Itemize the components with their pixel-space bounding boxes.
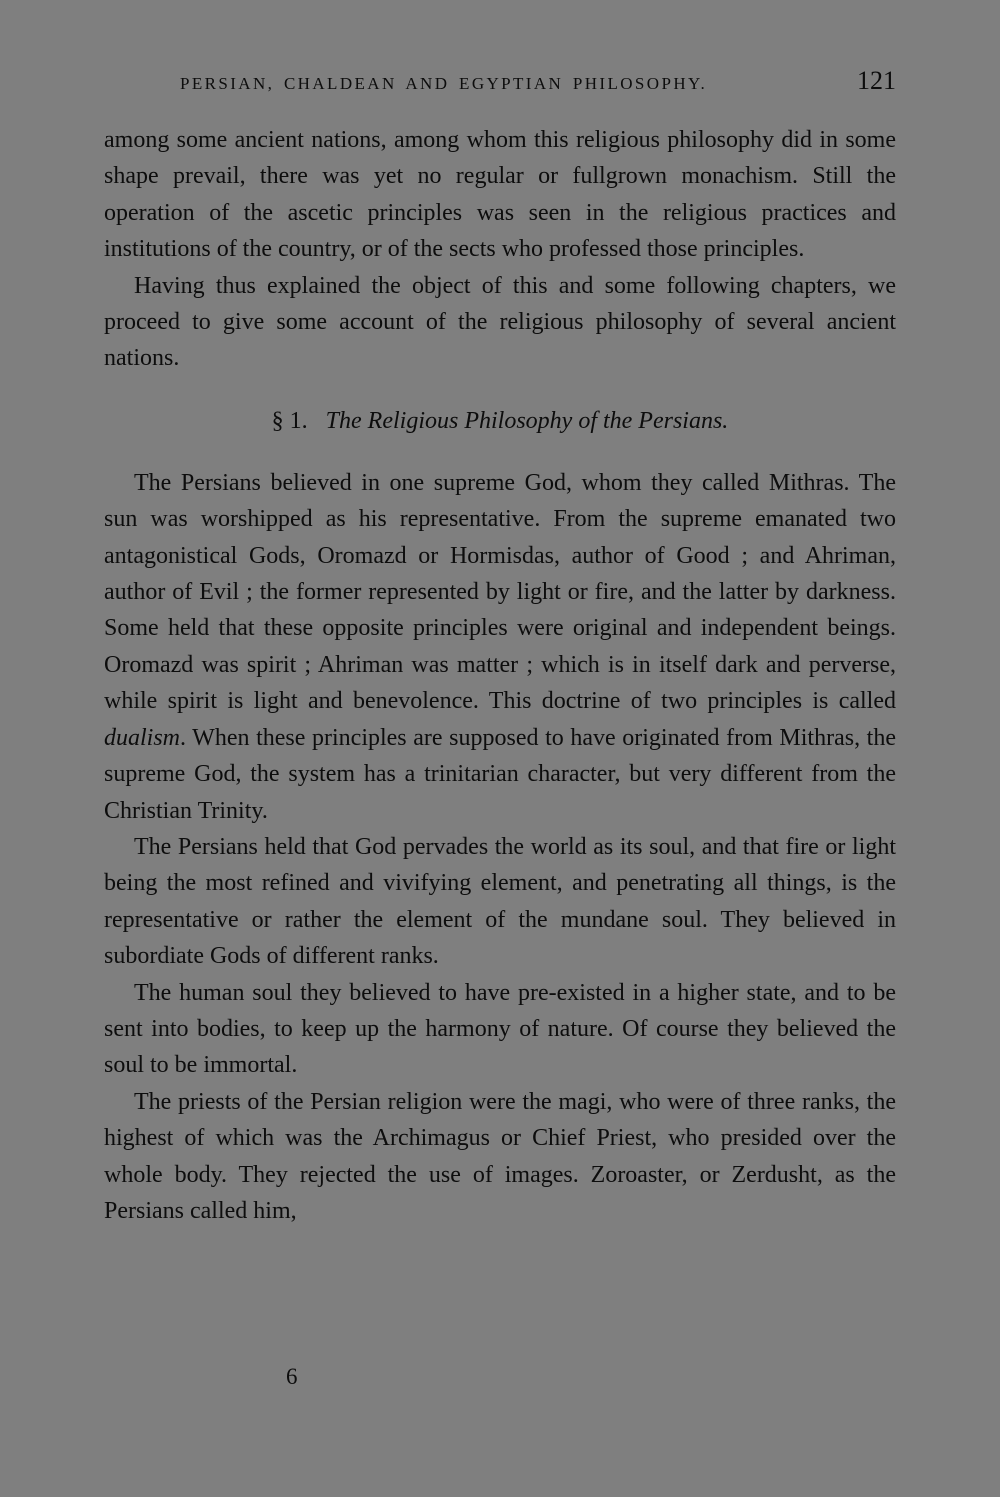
paragraph-human-soul: The human soul they believed to have pre-existed in a higher state, and to be sent into bodies, to keep up the harmony of nature. Of course they believed the soul to be immortal. bbox=[104, 979, 896, 1079]
signature-mark: 6 bbox=[286, 1364, 298, 1389]
paragraph-continued: among some ancient nations, among whom this religious philosophy did in some shape prevail, there was yet no regular or fullgrown monachism. Still the operation of the ascetic principles was seen in the religious practices and institutions of the country, or of the sects who professed those principles. bbox=[104, 127, 896, 263]
paragraph-persian-gods-text-after: . When these principles are supposed to have originated from Mithras, the supreme God, the system has a trinitarian character, but very different from the Christian Trinity. bbox=[104, 724, 896, 824]
dualism-emphasis: dualism bbox=[104, 724, 181, 751]
paragraph-world-soul: The Persians held that God pervades the world as its soul, and that fire or light being the most refined and vivifying element, and penetrating all things, is the representative or rather the element of the mundane soul. They believed in subordiate Gods of different ranks. bbox=[104, 833, 896, 970]
paragraph-persian-gods-text: The Persians believed in one supreme God, whom they called Mithras. The sun was worshipped as his representative. From the supreme emanated two antagonistical Gods, Oromazd or Hormisdas, author of Good ; and Ahriman, author of Evil ; the former represented by light or fire, and the latter by darkness. Some held that these opposite principles were original and independent beings. Oromazd was spirit ; Ahriman was matter ; which is in itself dark and perverse, while spirit is light and benevolence. This doctrine of two principles is called bbox=[104, 469, 896, 715]
section-number: § 1. bbox=[271, 407, 308, 434]
page-number: 121 bbox=[857, 66, 896, 95]
paragraph-persian-gods bbox=[104, 465, 896, 829]
paragraph-intro: Having thus explained the object of this and some following chapters, we proceed to give some account of the religious philosophy of several ancient nations. bbox=[104, 272, 896, 372]
running-head bbox=[180, 66, 900, 106]
section-heading bbox=[104, 403, 896, 439]
running-title: PERSIAN, CHALDEAN AND EGYPTIAN PHILOSOPHY. bbox=[180, 74, 708, 93]
section-title: The Religious Philosophy of the Persians. bbox=[325, 407, 729, 434]
paragraph-priests: The priests of the Persian religion were the magi, who were of three ranks, the highest of which was the Archimagus or Chief Priest, who presided over the whole body. They rejected the use of images. Zoroaster, or Zerdusht, as the Persians called him, bbox=[104, 1088, 896, 1224]
body-text bbox=[104, 122, 896, 1229]
